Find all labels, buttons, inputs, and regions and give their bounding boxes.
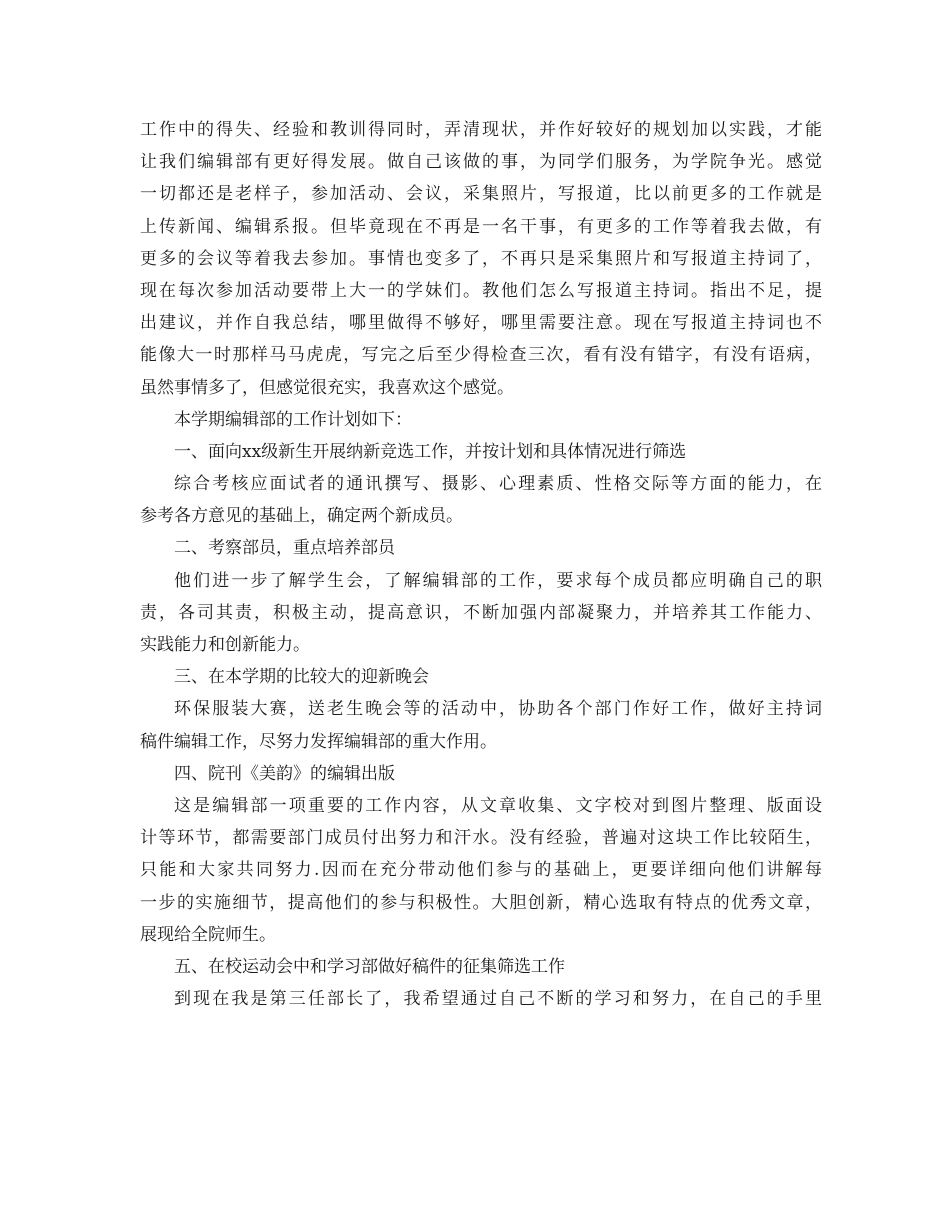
- text-line: 上传新闻、编辑系报。但毕竟现在不再是一名干事，有更多的工作等着我去做，有: [140, 216, 822, 237]
- text-line: 本学期编辑部的工作计划如下：: [174, 409, 412, 430]
- text-line: 三、在本学期的比较大的迎新晚会: [174, 667, 429, 688]
- text-line: 稿件编辑工作，尽努力发挥编辑部的重大作用。: [140, 731, 497, 752]
- text-line: 这是编辑部一项重要的工作内容，从文章收集、文字校对到图片整理、版面设: [174, 795, 822, 816]
- text-line: 到现在我是第三任部长了，我希望通过自己不断的学习和努力，在自己的手里: [174, 989, 822, 1010]
- text-line: 只能和大家共同努力.因而在充分带动他们参与的基础上，更要详细向他们讲解每: [140, 860, 822, 881]
- text-line: 能像大一时那样马马虎虎，写完之后至少得检查三次，看有没有错字，有没有语病，: [140, 345, 822, 366]
- text-line: 综合考核应面试者的通讯撰写、摄影、心理素质、性格交际等方面的能力，在: [174, 474, 822, 495]
- text-line: 一步的实施细节，提高他们的参与积极性。大胆创新，精心选取有特点的优秀文章，: [140, 892, 822, 913]
- text-line: 计等环节，都需要部门成员付出努力和汗水。没有经验，普遍对这块工作比较陌生，: [140, 828, 822, 849]
- text-line: 更多的会议等着我去参加。事情也变多了，不再只是采集照片和写报道主持词了，: [140, 248, 822, 269]
- document-body: [140, 114, 822, 1015]
- text-line: 四、院刊《美韵》的编辑出版: [174, 763, 395, 784]
- text-line: 实践能力和创新能力。: [140, 635, 310, 655]
- text-line: 责，各司其责，积极主动，提高意识，不断加强内部凝聚力，并培养其工作能力、: [140, 602, 822, 623]
- text-line: 二、考察部员，重点培养部员: [174, 538, 395, 559]
- text-line: 他们进一步了解学生会，了解编辑部的工作，要求每个成员都应明确自己的职: [174, 570, 822, 591]
- text-line: 工作中的得失、经验和教训得同时，弄清现状，并作好较好的规划加以实践，才能: [140, 120, 822, 140]
- text-line: 出建议，并作自我总结，哪里做得不够好，哪里需要注意。现在写报道主持词也不: [140, 313, 822, 334]
- text-line: 五、在校运动会中和学习部做好稿件的征集筛选工作: [174, 956, 565, 977]
- text-line: 现在每次参加活动要带上大一的学妹们。教他们怎么写报道主持词。指出不足，提: [140, 280, 822, 301]
- text-line: 一、面向xx级新生开展纳新竞选工作，并按计划和具体情况进行筛选: [174, 441, 687, 462]
- text-line: 一切都还是老样子，参加活动、会议，采集照片，写报道，比以前更多的工作就是: [140, 184, 822, 205]
- text-line: 让我们编辑部有更好得发展。做自己该做的事，为同学们服务，为学院争光。感觉: [140, 152, 822, 173]
- text-line: 虽然事情多了，但感觉很充实，我喜欢这个感觉。: [140, 377, 514, 398]
- text-line: 展现给全院师生。: [140, 924, 276, 945]
- text-line: 参考各方意见的基础上，确定两个新成员。: [140, 506, 463, 527]
- text-line: 环保服装大赛，送老生晚会等的活动中，协助各个部门作好工作，做好主持词: [174, 699, 822, 720]
